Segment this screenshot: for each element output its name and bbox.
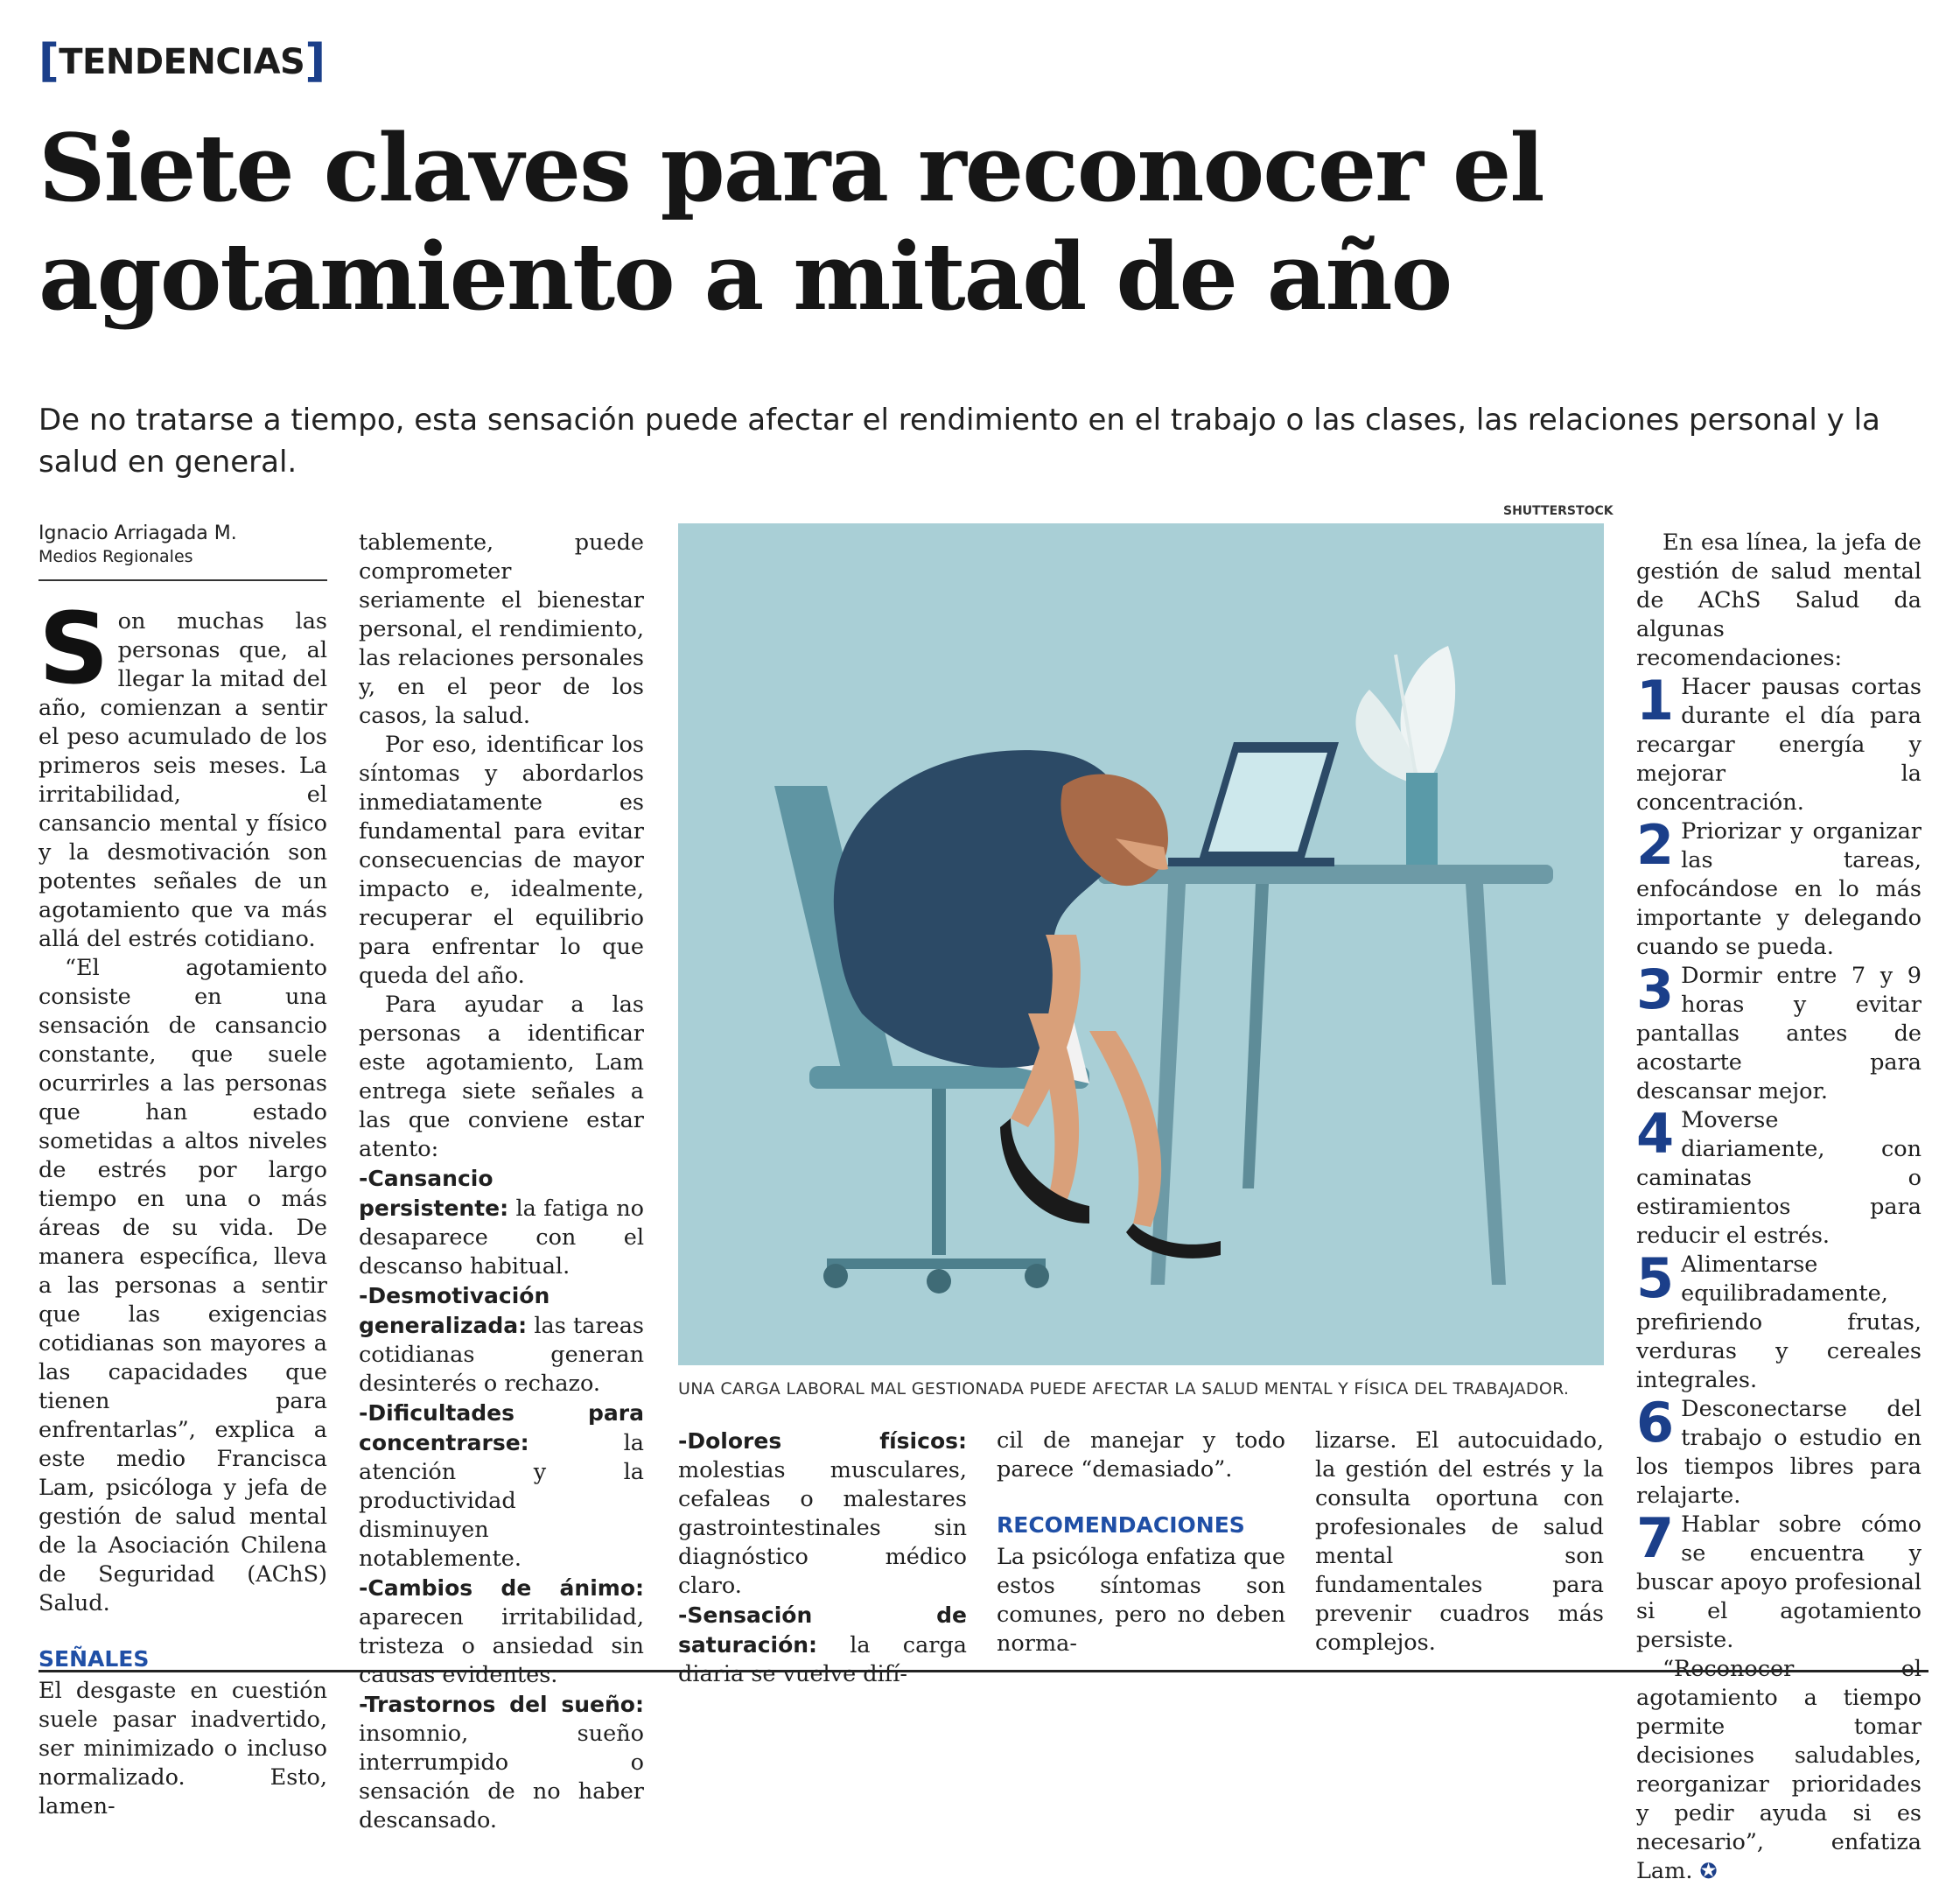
sign-title: -Cansancio persistente: [359,1166,509,1221]
paragraph: Por eso, identificar los síntomas y abordarlos inmediatamente es fundamental para evitar consecuencias de mayor impacto e, idealmente, recuperar el equilibrio para enfrentar lo que queda del año. [359,732,644,989]
end-of-article-icon: ✪ [1699,1859,1718,1883]
kicker-bracket-left: [ [38,35,60,88]
byline-outlet: Medios Regionales [38,547,193,566]
sign-title: -Desmotivación generalizada: [359,1283,550,1338]
closing-text: “Reconocer el agotamiento a tiempo permite tomar decisiones saludables, reorganizar prioridades y pedir ayuda si es necesario”, enfatiza Lam. [1636,1656,1922,1884]
sign-text: aparecen irritabilidad, tristeza o ansiedad sin causas evidentes. [359,1604,644,1688]
column-6 [1636,529,1922,1886]
illustration [678,523,1604,1365]
recommendation-text: Priorizar y organizar las tareas, enfocándose en lo más importante y delegando cuando se pueda. [1636,818,1922,960]
paragraph: En esa línea, la jefa de gestión de salud mental de AChS Salud da algunas recomendaciones: [1636,529,1922,671]
recommendation-item [1636,669,1922,817]
sign-text: insomnio, sueño interrumpido o sensación de no haber descansado. [359,1721,644,1833]
recommendation-number: 2 [1636,813,1675,877]
column-3 [678,1427,967,1689]
recommendation-number: 6 [1636,1391,1675,1455]
recommendation-item [1636,1391,1922,1511]
sign-title: -Dificultades para concentrarse: [359,1400,644,1455]
sign-text: la carga diaria se vuelve difí- [678,1632,967,1687]
sign-title: -Sensación de saturación: [678,1602,967,1658]
section-kicker [38,35,326,88]
recommendation-text: Hablar sobre cómo se encuentra y buscar apoyo profesional si el agotamiento persiste. [1636,1511,1922,1653]
recommendation-number: 7 [1636,1506,1675,1570]
recommendation-number: 5 [1636,1246,1675,1310]
byline [38,522,327,581]
sign-title: -Dolores físicos: [678,1428,967,1454]
kicker-bracket-right: ] [304,35,326,88]
recommendation-item [1636,1102,1922,1251]
drop-cap: S [38,592,109,706]
image-caption: UNA CARGA LABORAL MAL GESTIONADA PUEDE AFECTAR LA SALUD MENTAL Y FÍSICA DEL TRABAJADOR. [678,1379,1570,1399]
byline-divider [38,579,327,581]
paragraph: lizarse. El autocuidado, la gestión del estrés y la consulta oportuna con profesionales de salud mental son fundamentales para prevenir cuadros más complejos. [1315,1427,1604,1656]
column-1 [38,522,327,1821]
paragraph: cil de manejar y todo parece “demasiado”. [997,1427,1285,1483]
sign-text: la atención y la productividad disminuyen notablemente. [359,1430,644,1572]
sign-title: -Cambios de ánimo: [359,1575,644,1601]
sign-title: -Trastornos del sueño: [359,1692,644,1717]
quote-paragraph: “El agotamiento consiste en una sensación de cansancio constante, que suele ocurrirles a las personas que han estado sometidas a altos niveles de estrés por largo tiempo en una o más áreas de su vida. De manera específica, lleva a las personas a sentir que las exigencias cotidianas son mayores a las capacidades que tienen para enfrentarlas”, explica a este medio Francisca Lam, psicóloga y jefa de gestión de salud mental de la Asociación Chilena de Seguridad (AChS) Salud. [38,955,327,1616]
sign-item [359,1281,644,1399]
recommendation-number: 1 [1636,669,1675,733]
senales-paragraph: El desgaste en cuestión suele pasar inadvertido, ser minimizado o incluso normalizado. Esto, lamen- [38,1678,327,1819]
recommendation-item [1636,1246,1922,1395]
sign-item [359,1164,644,1281]
sign-text: molestias musculares, cefaleas o malestares gastrointestinales sin diagnóstico médico claro. [678,1457,967,1599]
closing-quote [1636,1655,1922,1886]
section-label: TENDENCIAS [59,42,305,82]
recommendation-item [1636,813,1922,962]
headline: Siete claves para reconocer el agotamiento a mitad de año [38,113,1544,331]
sign-item [359,1690,644,1835]
sign-item [359,1574,644,1690]
lead-paragraph [38,592,327,954]
recommendation-text: Dormir entre 7 y 9 horas y evitar pantallas antes de acostarte para descansar mejor. [1636,963,1922,1104]
section-heading-senales: SEÑALES [38,1646,150,1672]
sign-text: la fatiga no desaparece con el descanso habitual. [359,1195,644,1280]
recommendation-item [1636,1506,1922,1655]
bottom-rule [38,1670,1928,1672]
deck: De no tratarse a tiempo, esta sensación puede afectar el rendimiento en el trabajo o las clases, las relaciones personal y la salud en general. [38,403,1880,480]
recommendation-text: Hacer pausas cortas durante el día para recargar energía y mejorar la concentración. [1636,674,1922,816]
photo-credit: SHUTTERSTOCK [1503,504,1614,518]
section-heading-recomendaciones: RECOMENDACIONES [997,1512,1245,1538]
paragraph: Para ayudar a las personas a identificar este agotamiento, Lam entrega siete señales a las que conviene estar atento: [359,992,644,1162]
recommendation-text: Alimentarse equilibradamente, prefiriendo frutas, verduras y cereales integrales. [1636,1251,1922,1393]
recommendation-text: Moverse diariamente, con caminatas o estiramientos para reducir el estrés. [1636,1107,1922,1249]
sign-text: las tareas cotidianas generan desinterés o rechazo. [359,1313,644,1397]
paragraph: tablemente, puede comprometer seriamente el bienestar personal, el rendimiento, las relaciones personales y, en el peor de los casos, la salud. [359,529,644,729]
exhausted-worker-illustration [678,523,1604,1365]
column-4 [997,1427,1285,1658]
recommendation-item [1636,957,1922,1106]
sign-item [678,1601,967,1689]
recommendation-number: 3 [1636,957,1675,1021]
paragraph: La psicóloga enfatiza que estos síntomas son comunes, pero no deben norma- [997,1544,1285,1657]
recommendation-text: Desconectarse del trabajo o estudio en los tiempos libres para relajarte. [1636,1396,1922,1509]
column-2 [359,529,644,1835]
sign-item [678,1427,967,1601]
byline-author: Ignacio Arriagada M. [38,522,237,544]
sign-item [359,1399,644,1574]
lead-text: on muchas las personas que, al llegar la mitad del año, comienzan a sentir el peso acumulado de los primeros seis meses. La irritabilidad, el cansancio mental y físico y la desmotivación son potentes señales de un agotamiento que va más allá del estrés cotidiano. [38,608,327,952]
column-5 [1315,1427,1604,1658]
recommendation-number: 4 [1636,1102,1675,1166]
